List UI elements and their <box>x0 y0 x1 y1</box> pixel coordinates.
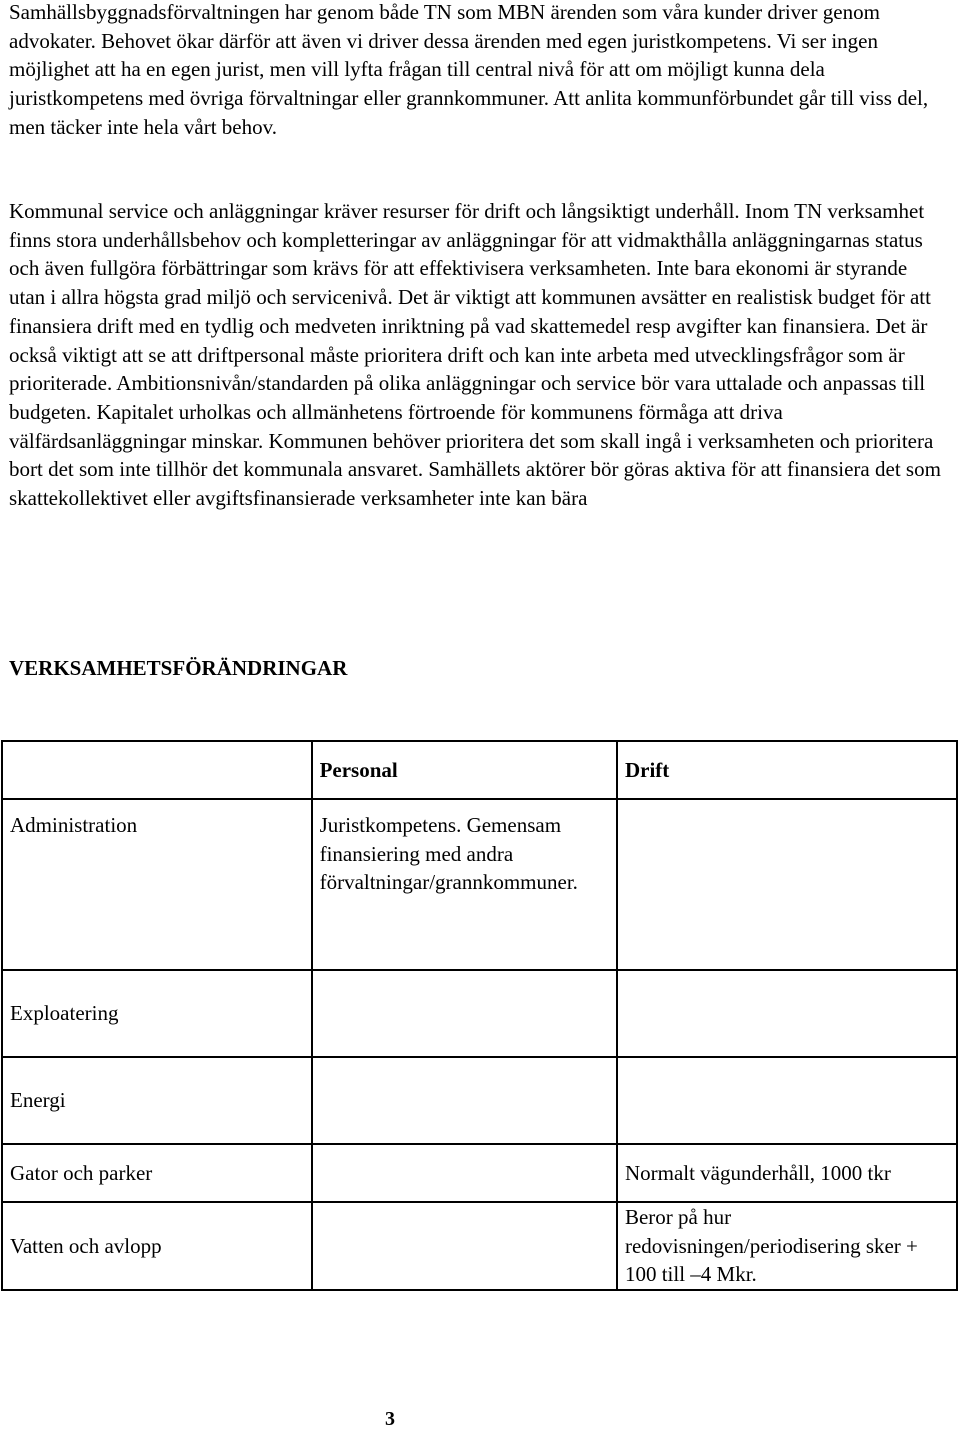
table-header-cell-area <box>2 741 312 799</box>
body-paragraph: Kommunal service och anläggningar kräver resurser för drift och långsiktigt underhåll. Inom TN verksamhet finns stora underhållsbehov och kompletteringar av anläggningar för att vidmakthålla anläggningarnas status och även fullgöra förbättringar som krävs för att effektivisera verksamheten. Inte bara ekonomi är styrande utan i allra högsta grad miljö och servicenivå. Det är viktigt att kommunen avsätter en realistisk budget för att finansiera drift med en tydlig och medveten inriktning på vad skattemedel resp avgifter kan finansiera. Det är också viktigt att se att driftpersonal måste prioritera drift och kan inte arbeta med utvecklingsfrågor som är prioriterade. Ambitionsnivån/standarden på olika anläggningar och service bör vara uttalade och anpassas till budgeten. Kapitalet urholkas och allmänhetens förtroende för kommunens förmåga att driva välfärdsanläggningar minskar. Kommunen behöver prioritera det som skall ingå i verksamheten och prioritera bort det som inte tillhör det kommunala ansvaret. Samhällets aktörer bör göras aktiva för att finansiera det som skattekollektivet eller avgiftsfinansierade verksamheter inte kan bära <box>9 199 941 511</box>
table-cell-drift: Beror på hur redovisningen/periodisering sker + 100 till –4 Mkr. <box>617 1202 957 1290</box>
table-row <box>2 799 957 970</box>
table-cell-drift <box>617 799 957 970</box>
table-cell-area: Energi <box>2 1057 312 1144</box>
table-cell-personal <box>312 1144 617 1202</box>
table-row <box>2 1144 957 1202</box>
table-cell-drift <box>617 970 957 1057</box>
table-row <box>2 970 957 1057</box>
table-cell-personal <box>312 1057 617 1144</box>
table-cell-area: Administration <box>2 799 312 970</box>
table-cell-drift: Normalt vägunderhåll, 1000 tkr <box>617 1144 957 1202</box>
body-paragraph: Samhällsbyggnadsförvaltningen har genom både TN som MBN ärenden som våra kunder driver genom advokater. Behovet ökar därför att även vi driver dessa ärenden med egen juristkompetens. Vi ser ingen möjlighet att ha en egen jurist, men vill lyfta frågan till central nivå för att om möjligt kunna dela juristkompetens med övriga förvaltningar eller grannkommuner. Att anlita kommunförbundet går till viss del, men täcker inte hela vårt behov. <box>9 0 929 139</box>
table-header-row <box>2 741 957 799</box>
table-cell-drift <box>617 1057 957 1144</box>
table-cell-personal <box>312 970 617 1057</box>
table-row <box>2 1057 957 1144</box>
table-cell-area: Vatten och avlopp <box>2 1202 312 1290</box>
verksamhetsforandringar-table <box>1 740 958 1291</box>
page-number: 3 <box>385 1408 395 1430</box>
table-cell-personal <box>312 1202 617 1290</box>
table-row <box>2 1202 957 1290</box>
table-header-cell-personal: Personal <box>312 741 617 799</box>
section-heading: VERKSAMHETSFÖRÄNDRINGAR <box>9 656 348 680</box>
table-cell-area: Exploatering <box>2 970 312 1057</box>
table-cell-personal: Juristkompetens. Gemensam finansiering med andra förvaltningar/grannkommuner. <box>312 799 617 970</box>
table-cell-area: Gator och parker <box>2 1144 312 1202</box>
table-header-cell-drift: Drift <box>617 741 957 799</box>
